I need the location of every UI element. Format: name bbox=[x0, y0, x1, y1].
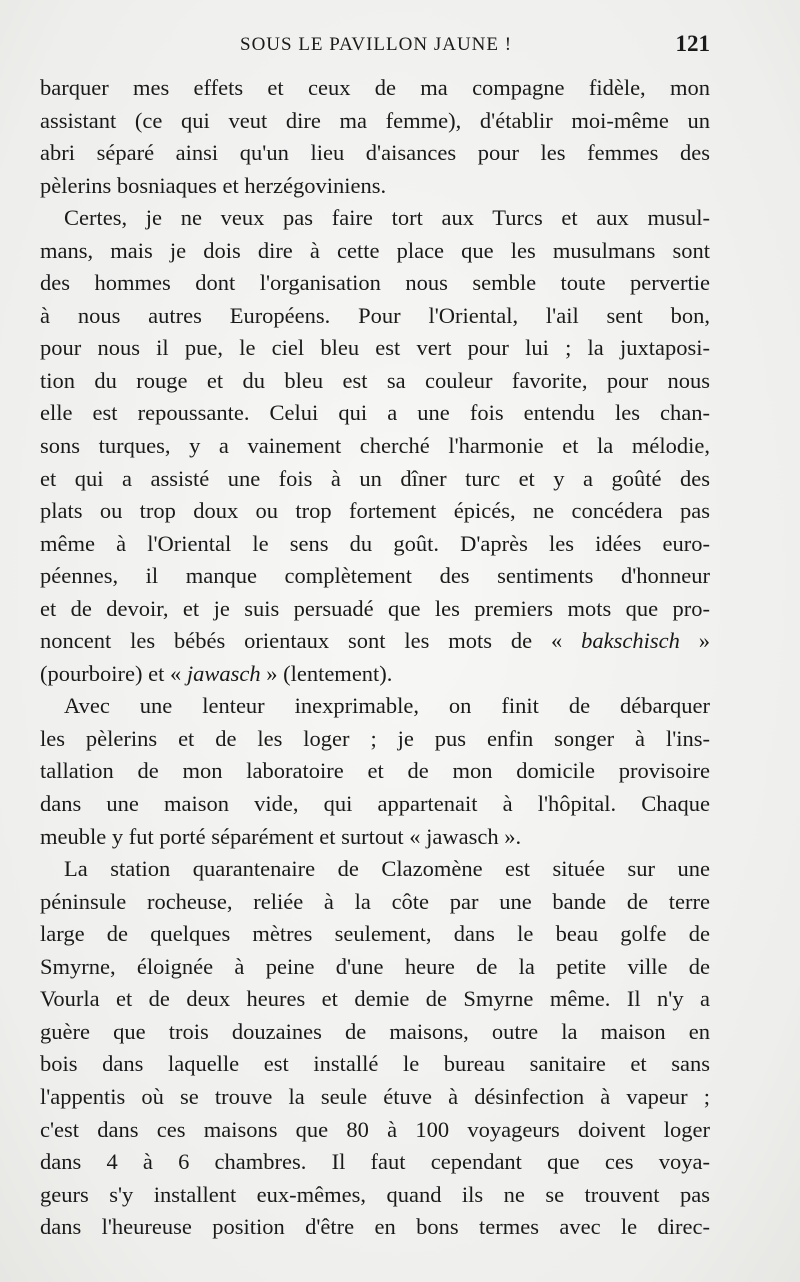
text-line: sons turques, y a vainement cherché l'harmonie et la mélodie, bbox=[40, 433, 710, 459]
text-line: à nous autres Européens. Pour l'Oriental, l'ail sent bon, bbox=[40, 302, 710, 328]
italic-word: bakschisch bbox=[581, 628, 680, 654]
text-line: elle est repoussante. Celui qui a une fois entendu les chan- bbox=[40, 400, 710, 426]
text-line: péennes, il manque complètement des sentiments d'honneur bbox=[40, 563, 710, 589]
text-line: geurs s'y installent eux-mêmes, quand ils ne se trouvent pas bbox=[40, 1181, 710, 1207]
text-line: Avec une lenteur inexprimable, on finit de débarquer bbox=[64, 693, 710, 719]
text-line: barquer mes effets et ceux de ma compagne fidèle, mon bbox=[40, 75, 710, 100]
text-line: les pèlerins et de les loger ; je pus enfin songer à l'ins- bbox=[40, 725, 710, 751]
text-line: l'appentis où se trouve la seule étuve à désinfection à vapeur ; bbox=[40, 1083, 710, 1109]
text-line: Smyrne, éloignée à peine d'une heure de la petite ville de bbox=[40, 953, 710, 979]
text-line: guère que trois douzaines de maisons, outre la maison en bbox=[40, 1018, 710, 1044]
text-line: Certes, je ne veux pas faire tort aux Turcs et aux musul- bbox=[64, 205, 710, 231]
text-line: pour nous il pue, le ciel bleu est vert pour lui ; la juxtaposi- bbox=[40, 335, 710, 361]
text-line: meuble y fut porté séparément et surtout « jawasch ». bbox=[40, 823, 522, 849]
text-line: et de devoir, et je suis persuadé que les premiers mots que pro- bbox=[40, 595, 710, 621]
italic-word: jawasch bbox=[186, 660, 261, 686]
body-text bbox=[40, 72, 710, 1244]
text-line: plats ou trop doux ou trop fortement épicés, ne concédera pas bbox=[40, 498, 710, 524]
text-line: dans une maison vide, qui appartenait à l'hôpital. Chaque bbox=[40, 791, 710, 817]
text-line: abri séparé ainsi qu'un lieu d'aisances pour les femmes des bbox=[40, 140, 710, 166]
text-line: (pourboire) et « jawasch » (lentement). bbox=[40, 660, 393, 686]
text-line: mans, mais je dois dire à cette place que les musulmans sont bbox=[40, 237, 710, 263]
text-line: bois dans laquelle est installé le bureau sanitaire et sans bbox=[40, 1051, 710, 1077]
text-line: La station quarantenaire de Clazomène est située sur une bbox=[64, 856, 710, 882]
text-line: pèlerins bosniaques et herzégoviniens. bbox=[40, 172, 387, 198]
text-line: même à l'Oriental le sens du goût. D'après les idées euro- bbox=[40, 530, 710, 556]
text-line: et qui a assisté une fois à un dîner turc et y a goûté des bbox=[40, 465, 710, 491]
text-line: des hommes dont l'organisation nous semble toute pervertie bbox=[40, 270, 710, 296]
text-line: péninsule rocheuse, reliée à la côte par une bande de terre bbox=[40, 888, 710, 914]
text-line: c'est dans ces maisons que 80 à 100 voyageurs doivent loger bbox=[40, 1116, 710, 1142]
text-line: large de quelques mètres seulement, dans le beau golfe de bbox=[40, 921, 710, 947]
text-line: dans 4 à 6 chambres. Il faut cependant que ces voya- bbox=[40, 1149, 710, 1175]
text-line: noncent les bébés orientaux sont les mots de « bakschisch » bbox=[40, 628, 710, 654]
page-header bbox=[40, 31, 710, 60]
text-line: dans l'heureuse position d'être en bons termes avec le direc- bbox=[40, 1214, 710, 1240]
text-line: Vourla et de deux heures et demie de Smyrne même. Il n'y a bbox=[40, 986, 710, 1012]
text-line: assistant (ce qui veut dire ma femme), d'établir moi-même un bbox=[40, 107, 710, 133]
page-number: 121 bbox=[675, 31, 710, 56]
text-line: tallation de mon laboratoire et de mon domicile provisoire bbox=[40, 758, 710, 784]
running-head: SOUS LE PAVILLON JAUNE ! bbox=[240, 34, 513, 55]
text-line: tion du rouge et du bleu est sa couleur favorite, pour nous bbox=[40, 367, 710, 393]
